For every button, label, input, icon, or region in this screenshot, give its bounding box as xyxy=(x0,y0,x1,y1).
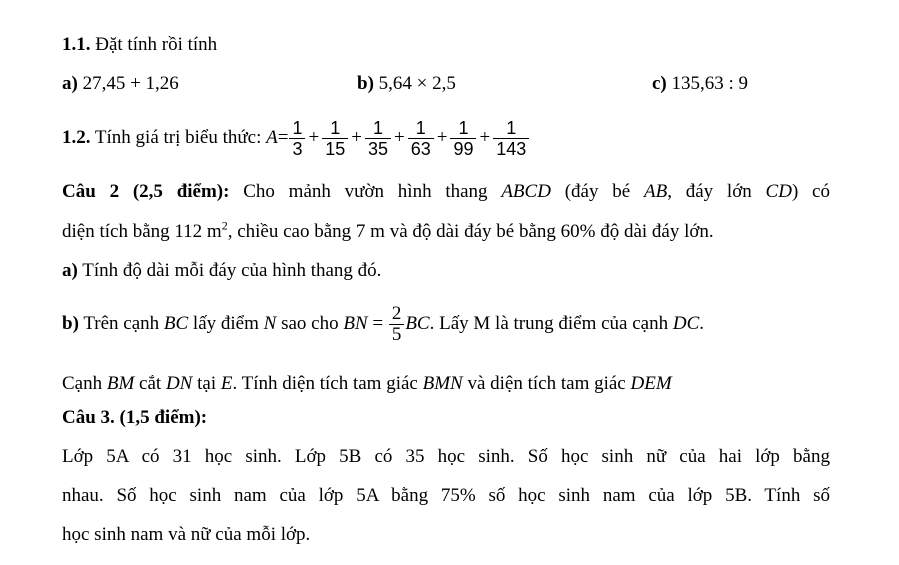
question-title: Câu 2 (2,5 điểm): xyxy=(62,181,230,202)
expression-variable: A xyxy=(266,127,278,148)
question-text: Đặt tính rồi tính xyxy=(90,34,218,55)
point-name: E xyxy=(220,373,233,394)
question-3-line-3: học sinh nam và nữ của mỗi lớp. xyxy=(62,524,311,545)
plus-sign: + xyxy=(351,127,362,148)
denominator: 35 xyxy=(367,139,388,160)
question-1-2 xyxy=(62,112,530,164)
question-1-1 xyxy=(62,33,217,57)
text: tại xyxy=(192,373,221,394)
plus-sign: + xyxy=(308,127,320,148)
question-2-a xyxy=(62,259,381,283)
equals-sign: = xyxy=(277,127,289,148)
segment-name: CD xyxy=(765,181,792,202)
text: . Lấy M là trung điểm của cạnh xyxy=(429,313,673,334)
numerator: 1 xyxy=(493,118,529,139)
item-label: b) xyxy=(62,313,79,334)
shape-name: ABCD xyxy=(501,181,551,202)
question-title: Câu 3. (1,5 điểm): xyxy=(62,407,208,428)
item-label: c) xyxy=(652,73,667,94)
text: cắt xyxy=(134,373,166,394)
numerator: 1 xyxy=(450,118,476,139)
point-name: N xyxy=(263,313,277,334)
denominator: 3 xyxy=(292,139,303,160)
fraction xyxy=(450,118,476,159)
text: , đáy lớn xyxy=(667,181,766,202)
denominator: 143 xyxy=(496,139,527,160)
numerator: 2 xyxy=(389,304,405,325)
text: Cạnh xyxy=(62,373,107,394)
question-3-title xyxy=(62,406,207,430)
fraction xyxy=(289,118,305,159)
text: sao cho xyxy=(276,313,344,334)
question-2-b xyxy=(62,298,704,350)
text: , chiều cao bằng 7 m và độ dài đáy bé bằng 60% độ dài đáy lớn. xyxy=(227,221,714,242)
item-label: a) xyxy=(62,73,78,94)
triangle-name: BMN xyxy=(422,373,463,394)
fraction xyxy=(389,304,405,345)
question-2-line-1 xyxy=(62,180,830,204)
numerator: 1 xyxy=(322,118,348,139)
fraction xyxy=(493,118,529,159)
segment-name: DC xyxy=(672,313,700,334)
text: Cho mảnh vườn hình thang xyxy=(229,181,502,202)
question-2-b-continued xyxy=(62,372,672,396)
item-text: Tính độ dài mỗi đáy của hình thang đó. xyxy=(77,260,382,281)
fraction xyxy=(322,118,348,159)
text: . Tính diện tích tam giác xyxy=(232,373,423,394)
text: diện tích bằng 112 m xyxy=(62,221,222,242)
denominator: 99 xyxy=(453,139,474,160)
segment-name: BM xyxy=(106,373,135,394)
item-expression: 135,63 : 9 xyxy=(666,73,749,94)
question-3-line-2: nhau. Số học sinh nam của lớp 5A bằng 75% số học sinh nam của lớp 5B. Tính số xyxy=(62,485,830,506)
segment-name: DN xyxy=(165,373,193,394)
numerator: 1 xyxy=(365,118,391,139)
segment-name: BC xyxy=(405,313,430,334)
superscript: 2 xyxy=(221,218,228,233)
equals-sign: = xyxy=(367,313,388,334)
text: ) có xyxy=(791,181,830,202)
denominator: 15 xyxy=(325,139,346,160)
segment-name: BN xyxy=(343,313,368,334)
item-c xyxy=(652,72,748,96)
fraction xyxy=(408,118,434,159)
numerator: 1 xyxy=(289,118,305,139)
fraction xyxy=(365,118,391,159)
item-b xyxy=(357,72,456,96)
question-text: Tính giá trị biểu thức: xyxy=(90,127,267,148)
text: (đáy bé xyxy=(550,181,644,202)
text: Trên cạnh xyxy=(78,313,164,334)
plus-sign: + xyxy=(479,127,491,148)
segment-name: AB xyxy=(643,181,668,202)
segment-name: BC xyxy=(163,313,189,334)
text: . xyxy=(699,313,704,334)
item-label: b) xyxy=(357,73,374,94)
item-label: a) xyxy=(62,260,78,281)
question-label: 1.2. xyxy=(62,127,91,148)
question-2-line-2 xyxy=(62,220,714,244)
item-a xyxy=(62,72,179,96)
item-expression: 27,45 + 1,26 xyxy=(77,73,179,94)
question-3-line-1: Lớp 5A có 31 học sinh. Lớp 5B có 35 học sinh. Số học sinh nữ của hai lớp bằng xyxy=(62,446,830,467)
text: lấy điểm xyxy=(188,313,264,334)
denominator: 63 xyxy=(410,139,431,160)
plus-sign: + xyxy=(436,127,448,148)
triangle-name: DEM xyxy=(630,373,672,394)
plus-sign: + xyxy=(393,127,405,148)
denominator: 5 xyxy=(391,324,402,346)
text: và diện tích tam giác xyxy=(462,373,631,394)
numerator: 1 xyxy=(408,118,434,139)
item-expression: 5,64 × 2,5 xyxy=(373,73,456,94)
question-label: 1.1. xyxy=(62,34,91,55)
